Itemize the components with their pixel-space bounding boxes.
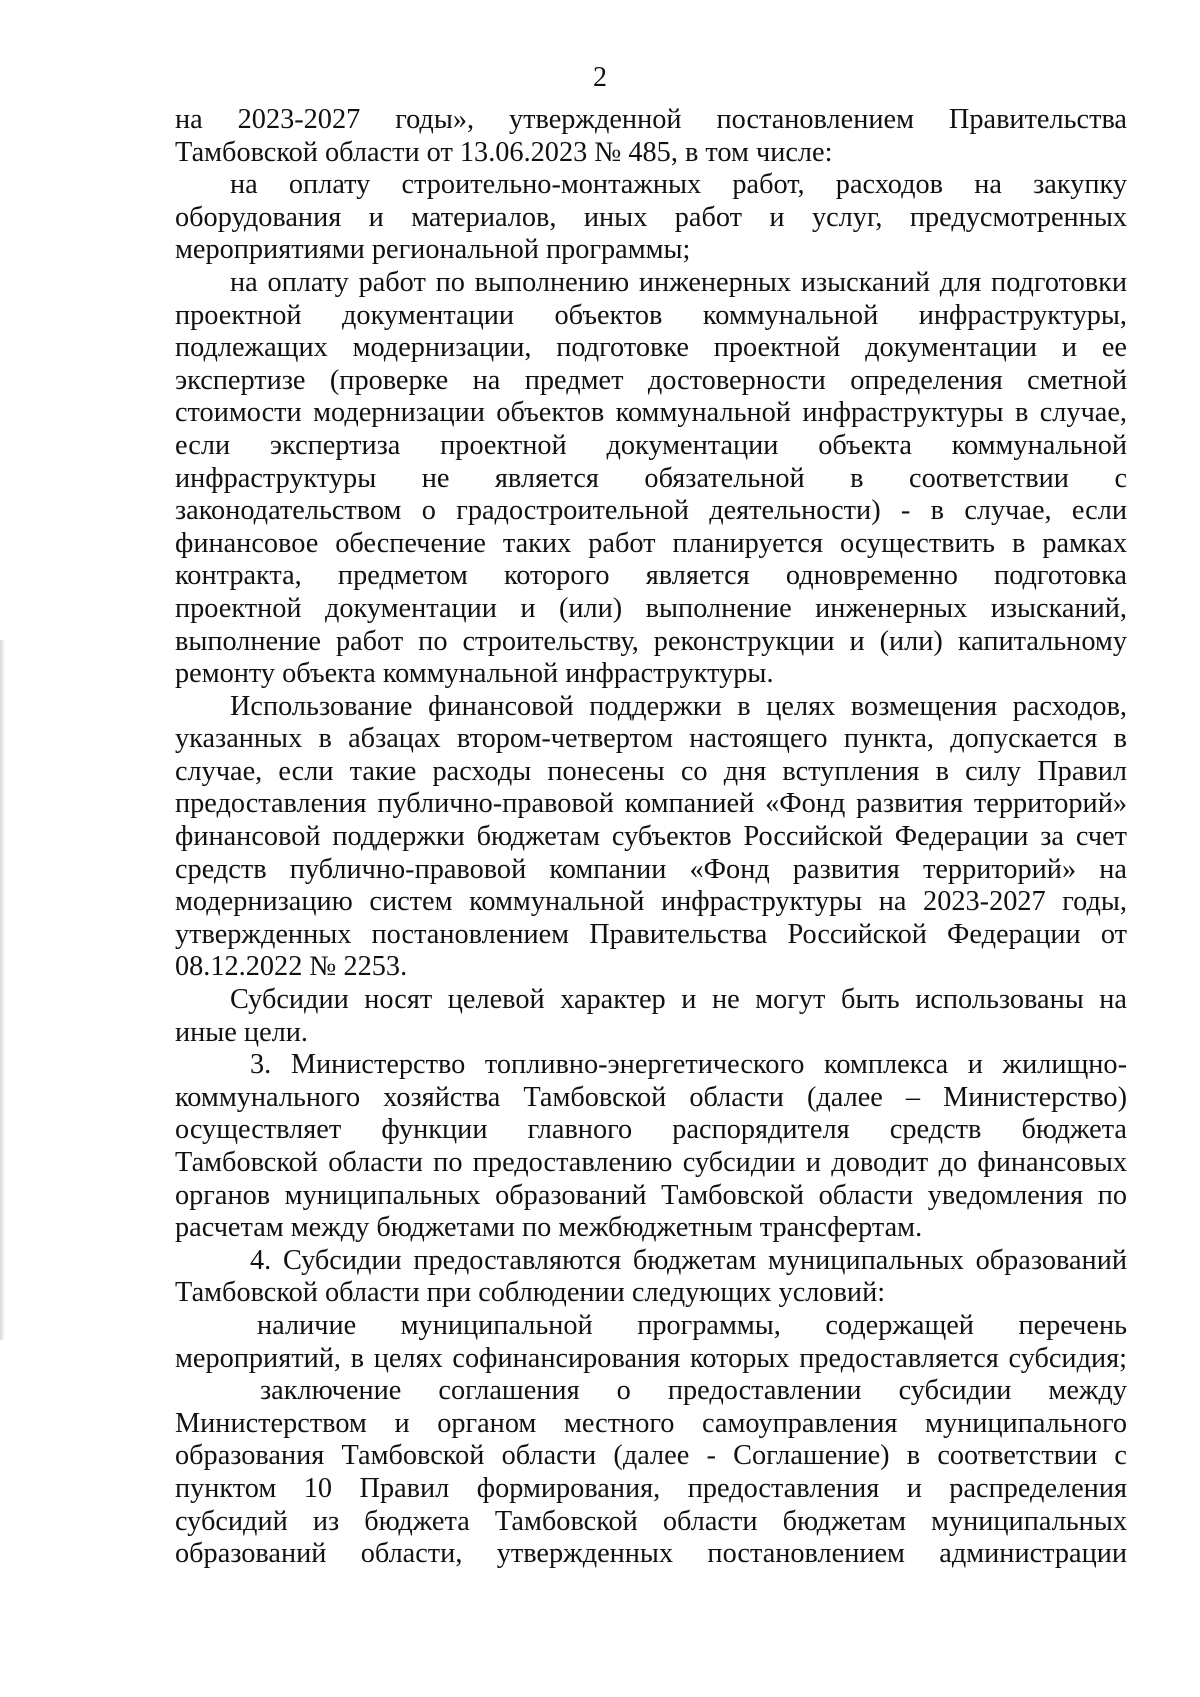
text-line: подлежащих модернизации, подготовке проектной документации и ее — [175, 332, 1127, 364]
body-text — [175, 104, 1127, 1571]
text-line: финансовое обеспечение таких работ планируется осуществить в рамках — [175, 527, 1127, 559]
text-line: 4. Субсидии предоставляются бюджетам муниципальных образований — [250, 1244, 1127, 1276]
text-line: образования Тамбовской области (далее - Соглашение) в соответствии с — [175, 1440, 1127, 1472]
text-line: 08.12.2022 № 2253. — [175, 951, 408, 983]
text-line: проектной документации и (или) выполнение инженерных изысканий, — [175, 592, 1127, 624]
text-line: средств публично-правовой компании «Фонд развития территорий» на — [175, 853, 1127, 885]
text-line: Использование финансовой поддержки в целях возмещения расходов, — [230, 690, 1127, 722]
text-line: мероприятий, в целях софинансирования которых предоставляется субсидия; — [175, 1342, 1127, 1374]
text-line: на оплату строительно-монтажных работ, расходов на закупку — [230, 169, 1127, 201]
text-line: мероприятиями региональной программы; — [175, 234, 691, 266]
text-line: случае, если такие расходы понесены со дня вступления в силу Правил — [175, 755, 1127, 787]
text-line: проектной документации объектов коммунальной инфраструктуры, — [175, 299, 1127, 331]
text-line: на 2023-2027 годы», утвержденной постановлением Правительства — [175, 104, 1127, 135]
text-line: заключение соглашения о предоставлении субсидии между — [260, 1375, 1127, 1407]
scan-edge-shadow — [0, 640, 5, 1340]
text-line: образований области, утвержденных постановлением администрации — [175, 1538, 1127, 1570]
page-number: 2 — [593, 62, 607, 93]
text-line: оборудования и материалов, иных работ и услуг, предусмотренных — [175, 201, 1127, 233]
text-line: Министерством и органом местного самоуправления муниципального — [175, 1407, 1127, 1439]
text-line: экспертизе (проверке на предмет достоверности определения сметной — [175, 364, 1127, 396]
text-line: 3. Министерство топливно-энергетического комплекса и жилищно- — [250, 1049, 1127, 1081]
text-line: указанных в абзацах втором-четвертом настоящего пункта, допускается в — [175, 723, 1127, 755]
text-line: финансовой поддержки бюджетам субъектов Российской Федерации за счет — [175, 821, 1127, 853]
text-line: предоставления публично-правовой компанией «Фонд развития территорий» — [175, 788, 1127, 820]
text-line: модернизацию систем коммунальной инфраструктуры на 2023-2027 годы, — [175, 886, 1127, 918]
text-line: коммунального хозяйства Тамбовской области (далее – Министерство) — [175, 1081, 1127, 1113]
text-line: осуществляет функции главного распорядителя средств бюджета — [175, 1114, 1127, 1146]
text-line: если экспертиза проектной документации объекта коммунальной — [175, 429, 1127, 461]
text-line: ремонту объекта коммунальной инфраструктуры. — [175, 658, 774, 690]
text-line: Тамбовской области при соблюдении следующих условий: — [175, 1277, 886, 1309]
text-line: на оплату работ по выполнению инженерных изысканий для подготовки — [230, 266, 1127, 298]
text-line: Тамбовской области по предоставлению субсидии и доводит до финансовых — [175, 1147, 1127, 1178]
text-line: инфраструктуры не является обязательной в соответствии с — [175, 462, 1127, 494]
text-line: Субсидии носят целевой характер и не могут быть использованы на — [230, 984, 1127, 1016]
text-line: органов муниципальных образований Тамбовской области уведомления по — [175, 1179, 1127, 1211]
text-line: субсидий из бюджета Тамбовской области бюджетам муниципальных — [175, 1505, 1127, 1537]
text-line: стоимости модернизации объектов коммунальной инфраструктуры в случае, — [175, 397, 1127, 429]
text-line: пунктом 10 Правил формирования, предоставления и распределения — [175, 1472, 1127, 1504]
text-line: иные цели. — [175, 1016, 308, 1048]
text-line: Тамбовской области от 13.06.2023 № 485, в том числе: — [175, 136, 833, 168]
text-line: контракта, предметом которого является одновременно подготовка — [175, 560, 1127, 592]
text-line: законодательством о градостроительной деятельности) - в случае, если — [175, 495, 1127, 527]
text-line: выполнение работ по строительству, реконструкции и (или) капитальному — [175, 625, 1127, 657]
text-line: утвержденных постановлением Правительства Российской Федерации от — [175, 918, 1127, 950]
text-line: наличие муниципальной программы, содержащей перечень — [257, 1309, 1127, 1341]
text-line: расчетам между бюджетами по межбюджетным трансфертам. — [175, 1212, 923, 1244]
